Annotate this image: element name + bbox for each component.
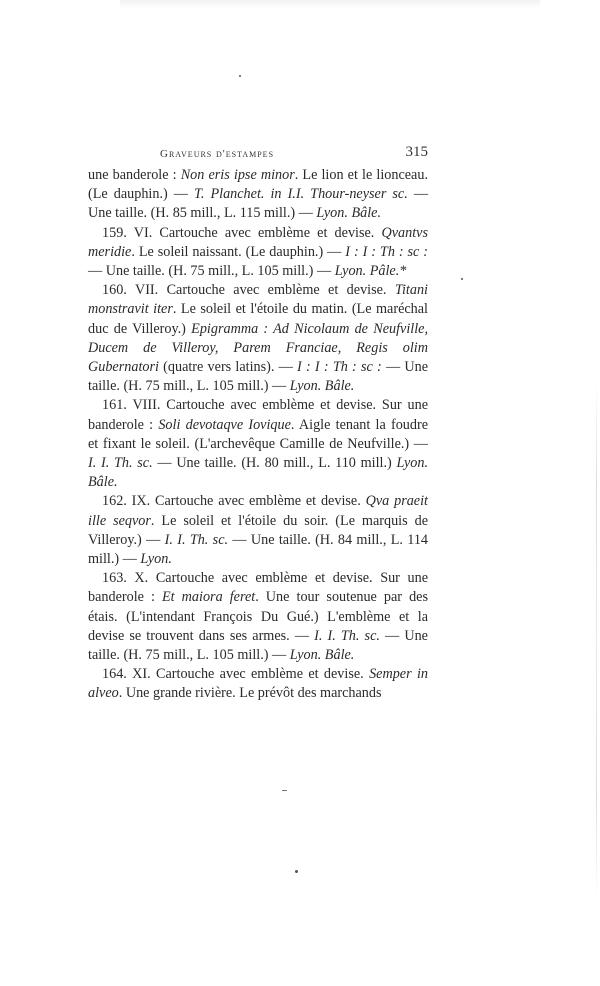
- text-run: 161. VIII. Cartouche avec emblème et devise. Sur une banderole :: [88, 397, 428, 433]
- italic-text: Semper in alveo: [88, 666, 428, 702]
- italic-text: Lyon. Bâle.: [289, 378, 355, 395]
- ink-speck: [282, 790, 287, 791]
- page-edge: [596, 380, 597, 900]
- page-number: 315: [405, 144, 428, 160]
- text-run: . Une grande rivière. Le prévôt des marchands: [118, 685, 382, 702]
- text-run: une banderole :: [88, 167, 181, 183]
- running-head: Graveurs d'estampes: [160, 148, 275, 160]
- ink-speck: [239, 75, 241, 77]
- catalogue-entry: [88, 665, 428, 703]
- italic-text: I. I. Th. sc.: [164, 531, 229, 548]
- text-run: . Une tour soutenue par des étais. (L'intendant François Du Gué.) L'emblème et la devise se trouvent dans ses armes. —: [88, 589, 429, 644]
- catalogue-entry: [88, 492, 428, 569]
- text-run: . Le soleil et l'étoile du matin. (Le maréchal duc de Villeroy.): [88, 301, 428, 337]
- ink-speck: [461, 278, 463, 280]
- italic-text: T. Planchet. in I.I. Thour-neyser sc.: [194, 186, 408, 203]
- text-run: — Une taille. (H. 75 mill., L. 105 mill.) —: [88, 263, 335, 280]
- italic-text: Lyon. Bâle.: [88, 455, 428, 491]
- text-run: . Le soleil naissant. (Le dauphin.) —: [131, 243, 346, 260]
- text-run: . Le soleil et l'étoile du soir. (Le marquis de Villeroy.) —: [88, 512, 428, 548]
- text-run: 163. X. Cartouche avec emblème et devise. Sur une banderole :: [88, 570, 428, 606]
- text-run: — Une taille. (H. 80 mill., L. 110 mill.): [152, 455, 397, 472]
- text-run: . Aigle tenant la foudre et fixant le soleil. (L'archevêque Camille de Neufville.) —: [88, 416, 429, 452]
- italic-text: Qva praeit ille seqvor: [88, 493, 428, 529]
- italic-text: Non eris ipse minor: [180, 167, 295, 183]
- italic-text: I : I : Th : sc :: [345, 243, 429, 260]
- body-text: [88, 166, 428, 704]
- italic-text: Titani monstravit iter: [88, 282, 428, 318]
- text-run: — Une taille. (H. 75 mill., L. 105 mill.) —: [88, 627, 428, 664]
- italic-text: Epigramma : Ad Nicolaum de Neufville, Ducem de Villeroy, Parem Franciae, Regis olim Gubernatori: [88, 320, 428, 376]
- italic-text: I : I : Th : sc :: [297, 359, 382, 376]
- text-run: 164. XI. Cartouche avec emblème et devise.: [102, 666, 370, 683]
- italic-text: Lyon. Pâle.*: [334, 263, 407, 280]
- text-run: . Le lion et le lionceau. (Le dauphin.) —: [88, 167, 428, 203]
- text-run: (quatre vers latins). —: [158, 359, 298, 376]
- italic-text: Soli devotaqve Iovique: [158, 416, 291, 433]
- catalogue-entry: [88, 224, 428, 282]
- catalogue-entry: [88, 569, 428, 665]
- italic-text: Lyon. Bâle.: [289, 647, 355, 664]
- text-run: 160. VII. Cartouche avec emblème et devise.: [102, 282, 395, 299]
- text-run: 162. IX. Cartouche avec emblème et devise.: [102, 493, 366, 510]
- text-run: 159. VI. Cartouche avec emblème et devise.: [102, 224, 382, 241]
- page-edge-shadow: [120, 0, 540, 8]
- italic-text: Lyon.: [140, 551, 172, 568]
- italic-text: Lyon. Bâle.: [316, 205, 382, 222]
- continuation-paragraph: [88, 166, 428, 224]
- text-run: — Une taille. (H. 75 mill., L. 105 mill.) —: [88, 359, 428, 395]
- text-run: — Une taille. (H. 84 mill., L. 114 mill.) —: [88, 531, 429, 568]
- text-run: — Une taille. (H. 85 mill., L. 115 mill.) —: [88, 186, 429, 222]
- italic-text: I. I. Th. sc.: [88, 455, 153, 472]
- italic-text: Qvantvs meridie: [88, 224, 428, 260]
- page-header: [88, 146, 428, 166]
- catalogue-entry: [88, 396, 428, 492]
- italic-text: Et maiora feret: [162, 589, 256, 606]
- italic-text: I. I. Th. sc.: [314, 627, 380, 644]
- catalogue-entry: [88, 281, 428, 396]
- ink-speck: [295, 870, 298, 873]
